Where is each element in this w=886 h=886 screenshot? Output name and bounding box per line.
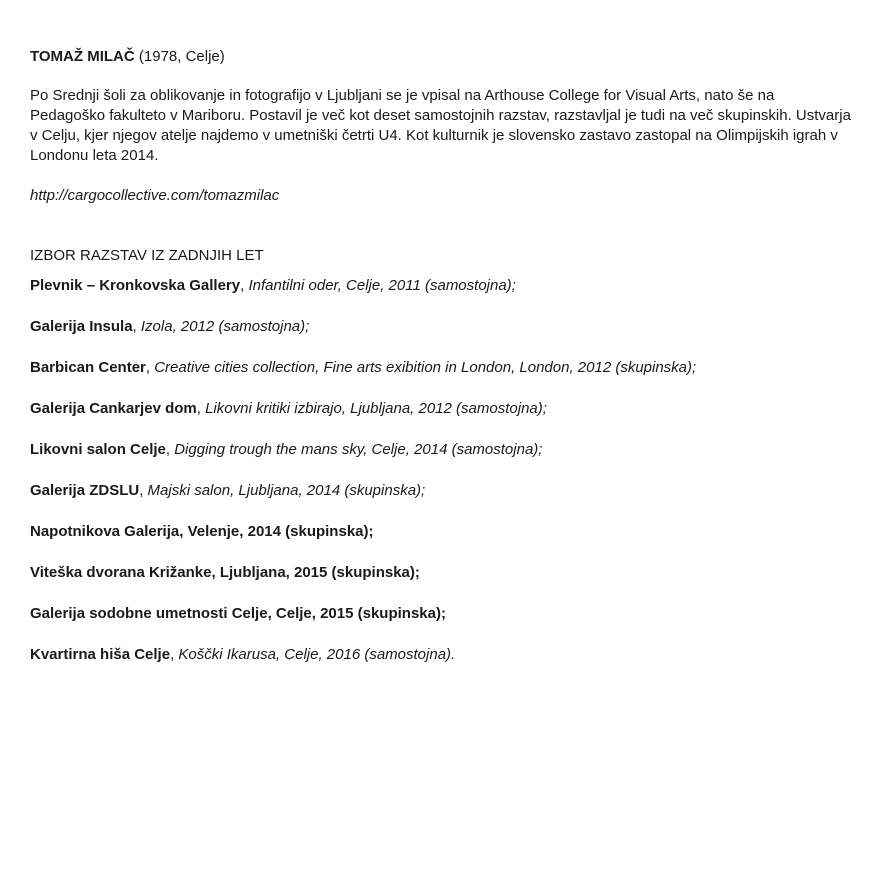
exhibition-separator: , xyxy=(240,277,249,294)
exhibition-venue: Viteška dvorana Križanke xyxy=(30,564,212,581)
artist-bio: Po Srednji šoli za oblikovanje in fotografijo v Ljubljani se je vpisal na Arthouse College for Visual Arts, nato še na Pedagoško fakulteto v Mariboru. Postavil je več kot deset samostojnih razstav, razstavljal je tudi na več skupinskih. Ustvarja v Celju, kjer njegov atelje najdemo v umetniški četrti U4. Kot kulturnik je slovensko zastavo zastopal na Olimpijskih igrah v Londonu leta 2014. xyxy=(30,87,851,164)
exhibition-item xyxy=(30,440,846,460)
exhibition-separator: , xyxy=(165,441,175,458)
exhibition-venue: Likovni salon Celje xyxy=(30,441,166,458)
exhibition-separator: , xyxy=(267,605,276,622)
exhibition-item xyxy=(30,399,846,419)
exhibition-separator: , xyxy=(145,359,155,376)
exhibition-details: Izola, 2012 (samostojna); xyxy=(140,318,310,335)
exhibition-venue: Barbican Center xyxy=(30,359,146,376)
exhibition-details: Celje, 2015 (skupinska); xyxy=(275,605,446,622)
exhibition-separator: , xyxy=(179,523,188,540)
exhibition-details: Creative cities collection, Fine arts exibition in London, London, 2012 (skupinska); xyxy=(154,359,697,376)
exhibition-venue: Galerija Cankarjev dom xyxy=(30,400,197,417)
exhibition-separator: , xyxy=(170,646,179,663)
exhibition-separator: , xyxy=(211,564,220,581)
exhibition-details: Ljubljana, 2015 (skupinska); xyxy=(219,564,420,581)
exhibition-list xyxy=(30,276,846,665)
exhibition-details: Velenje, 2014 (skupinska); xyxy=(187,523,374,540)
artist-birth: (1978, Celje) xyxy=(138,48,225,65)
exhibition-venue: Galerija sodobne umetnosti Celje xyxy=(30,605,268,622)
section-heading: IZBOR RAZSTAV IZ ZADNJIH LET xyxy=(30,247,264,264)
exhibition-details: Likovni kritiki izbirajo, Ljubljana, 2012 (samostojna); xyxy=(205,400,547,417)
exhibition-item xyxy=(30,276,846,296)
exhibition-details: Majski salon, Ljubljana, 2014 (skupinska); xyxy=(147,482,426,499)
website-link[interactable]: http://cargocollective.com/tomazmilac xyxy=(30,187,280,204)
exhibition-item xyxy=(30,481,846,501)
exhibition-venue: Kvartirna hiša Celje xyxy=(30,646,171,663)
exhibition-venue: Napotnikova Galerija xyxy=(30,523,180,540)
artist-header xyxy=(30,46,846,68)
exhibition-item xyxy=(30,645,846,665)
exhibition-venue: Plevnik – Kronkovska Gallery xyxy=(30,277,241,294)
exhibition-item xyxy=(30,317,846,337)
exhibition-details: Digging trough the mans sky, Celje, 2014 (samostojna); xyxy=(174,441,543,458)
exhibition-item xyxy=(30,522,846,542)
exhibition-separator: , xyxy=(132,318,141,335)
exhibition-venue: Galerija ZDSLU xyxy=(30,482,140,499)
exhibition-separator: , xyxy=(139,482,148,499)
exhibition-details: Infantilni oder, Celje, 2011 (samostojna); xyxy=(248,277,516,294)
exhibition-details: Koščki Ikarusa, Celje, 2016 (samostojna). xyxy=(178,646,456,663)
exhibition-item xyxy=(30,358,846,378)
exhibition-venue: Galerija Insula xyxy=(30,318,133,335)
artist-name: TOMAŽ MILAČ xyxy=(30,48,135,65)
exhibition-separator: , xyxy=(196,400,206,417)
exhibition-item xyxy=(30,604,846,624)
exhibition-item xyxy=(30,563,846,583)
